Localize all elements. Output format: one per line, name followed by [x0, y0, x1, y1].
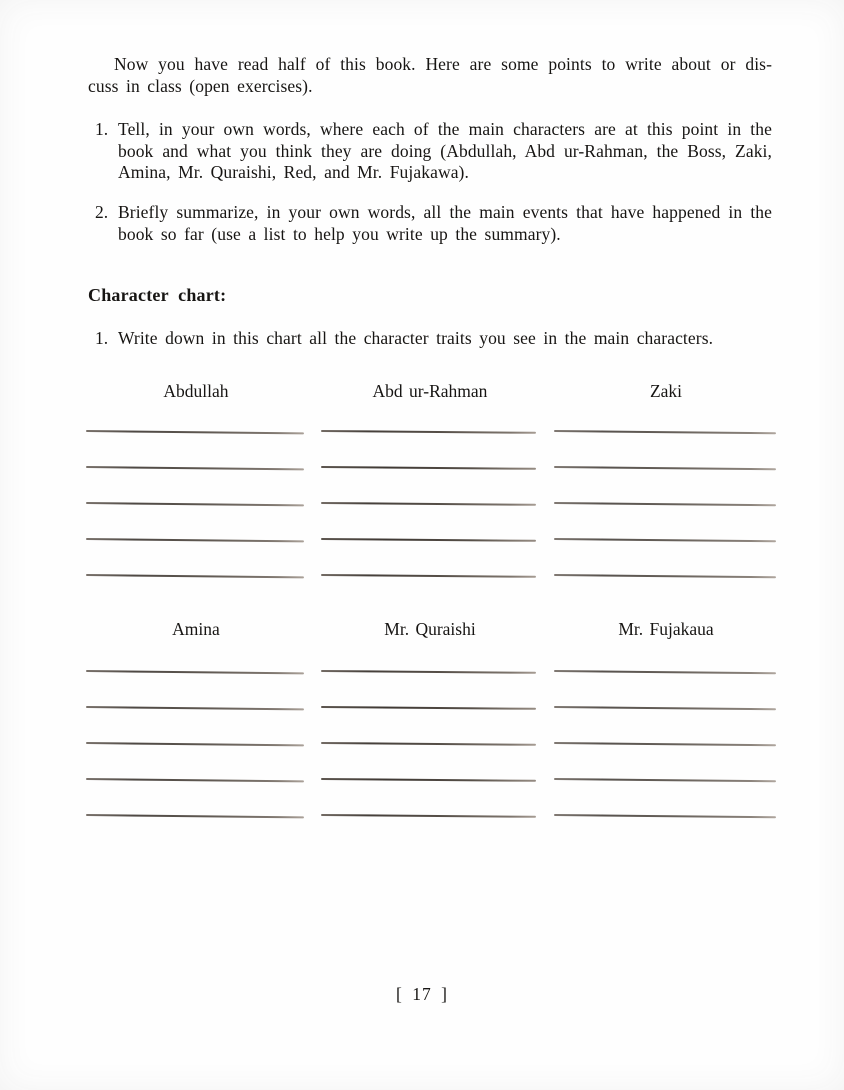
blank-answer-line	[86, 705, 306, 741]
blank-answer-line	[554, 573, 778, 609]
blank-answer-line	[554, 465, 778, 501]
blank-answer-line	[86, 501, 306, 537]
blank-answer-line	[554, 537, 778, 573]
character-name-zaki: Zaki	[649, 381, 683, 401]
exercise-number: 1.	[95, 328, 109, 348]
exercise-item-1	[88, 119, 772, 184]
blank-answer-line	[86, 813, 306, 849]
exercise-text-line: Briefly summarize, in your own words, all the main events that have happened in the	[118, 202, 772, 222]
exercise-number: 2.	[95, 202, 109, 222]
blank-answer-line	[321, 573, 539, 609]
blank-answer-line	[86, 429, 306, 465]
exercise-text-line: book so far (use a list to help you write up the summary).	[118, 223, 561, 244]
blank-answer-line	[86, 465, 306, 501]
blank-answer-line	[86, 669, 306, 705]
exercise-text-line: Amina, Mr. Quraishi, Red, and Mr. Fujakawa).	[118, 162, 469, 182]
blank-answer-line	[86, 741, 306, 777]
intro-line: Now you have read half of this book. Here are some points to write about or dis-	[114, 54, 772, 74]
blank-answer-line	[86, 777, 306, 813]
answer-lines-top	[86, 429, 778, 609]
blank-answer-line	[554, 741, 778, 777]
blank-answer-line	[321, 741, 539, 777]
blank-answer-line	[554, 501, 778, 537]
exercise-text	[118, 202, 772, 245]
blank-answer-line	[86, 537, 306, 573]
answer-lines-bottom	[86, 669, 778, 849]
character-name-abd-ur-rahman: Abd ur-Rahman	[372, 381, 488, 401]
blank-answer-line	[321, 813, 539, 849]
blank-answer-line	[321, 465, 539, 501]
blank-answer-line	[554, 669, 778, 705]
blank-answer-line	[321, 777, 539, 813]
blank-answer-line	[86, 573, 306, 609]
exercise-text-line: Tell, in your own words, where each of the main characters are at this point in the	[118, 119, 772, 139]
blank-answer-line	[321, 669, 539, 705]
blank-answer-line	[554, 777, 778, 813]
exercise-number: 1.	[95, 119, 109, 139]
character-header-row-top	[86, 381, 778, 401]
blank-answer-line	[321, 537, 539, 573]
intro-line: cuss in class (open exercises).	[88, 75, 313, 96]
character-header-row-bottom	[86, 619, 778, 639]
exercise-text	[118, 119, 772, 184]
blank-answer-line	[554, 813, 778, 849]
chart-instruction	[88, 328, 788, 350]
blank-answer-line	[321, 705, 539, 741]
intro-paragraph	[88, 54, 772, 97]
blank-answer-line	[554, 429, 778, 465]
chart-instruction-text: Write down in this chart all the character traits you see in the main characters.	[118, 328, 714, 348]
blank-answer-line	[321, 501, 539, 537]
character-name-abdullah: Abdullah	[163, 381, 229, 401]
section-heading-character-chart: Character chart:	[88, 285, 227, 305]
page-number: [ 17 ]	[396, 984, 448, 1004]
exercise-item-2	[88, 202, 772, 245]
blank-answer-line	[321, 429, 539, 465]
character-name-mr-fujakaua: Mr. Fujakaua	[618, 619, 714, 639]
character-name-mr-quraishi: Mr. Quraishi	[384, 619, 476, 639]
blank-answer-line	[554, 705, 778, 741]
exercise-text-line: book and what you think they are doing (Abdullah, Abd ur-Rahman, the Boss, Zaki,	[118, 140, 772, 161]
character-name-amina: Amina	[172, 619, 220, 639]
